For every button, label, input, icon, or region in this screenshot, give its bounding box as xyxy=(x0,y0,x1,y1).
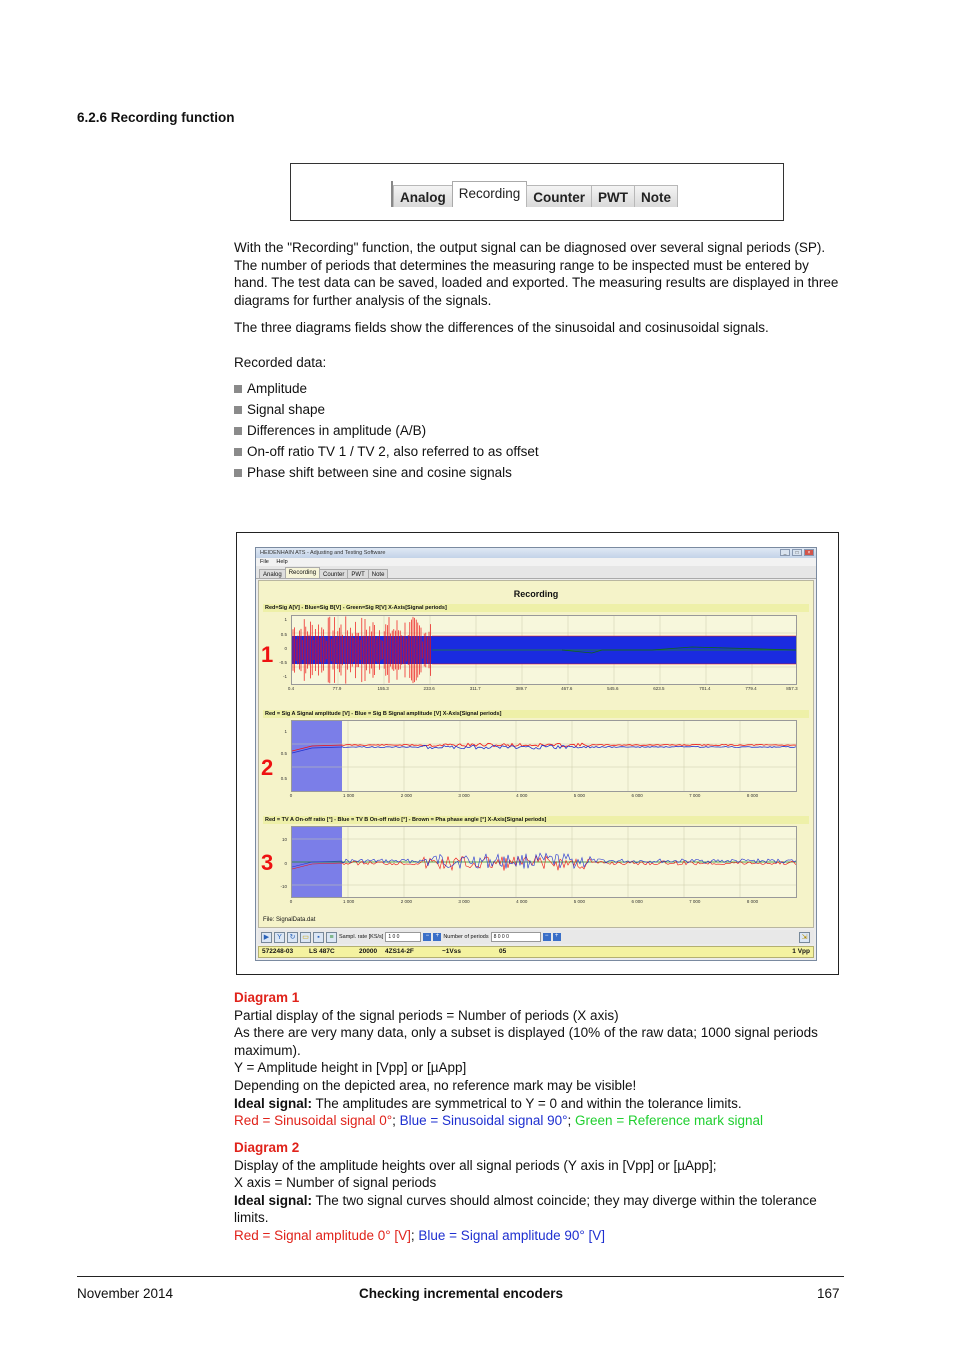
x-tick: 5 000 xyxy=(573,899,586,904)
intro-paragraph: With the "Recording" function, the output signal can be diagnosed over several signal periods (SP). The number of periods that determines the measuring range to be inspected must be entered by hand. The test data can be saved, loaded and exported. The measuring results are displayed in three diagrams for further analysis of the signals. xyxy=(234,240,839,308)
diagram1-line2: As there are very many data, only a subset is displayed (10% of the raw data; 1000 signal periods maximum). xyxy=(234,1025,818,1058)
x-tick: 0.4 xyxy=(287,686,295,691)
diagram1-ideal: Ideal signal: The amplitudes are symmetrical to Y = 0 and within the tolerance limits. xyxy=(234,1095,742,1111)
status-amplitude: 1 Vpp xyxy=(792,948,810,955)
section-title: 6.2.6 Recording function xyxy=(77,110,235,125)
list-item: Signal shape xyxy=(234,401,539,422)
recording-toolbar xyxy=(258,930,814,944)
diagram2-heading: Diagram 2 xyxy=(234,1140,300,1155)
panel-title: Recording xyxy=(513,589,559,599)
footer-date: November 2014 xyxy=(77,1286,174,1301)
x-tick: 545.6 xyxy=(607,686,619,691)
status-bar xyxy=(258,946,814,958)
list-item: Phase shift between sine and cosine signals xyxy=(234,464,539,485)
x-tick: 155.3 xyxy=(377,686,389,691)
diagram-number-2: 2 xyxy=(261,755,274,780)
x-tick: 5 000 xyxy=(573,793,586,798)
refresh-icon[interactable]: ↻ xyxy=(287,932,298,943)
play-icon[interactable]: ▶ xyxy=(261,932,272,943)
diagram2-x-ticks xyxy=(291,793,797,799)
y-tick: 0.5 xyxy=(280,632,287,637)
x-tick: 0 xyxy=(289,899,293,904)
x-tick: 857.3 xyxy=(786,686,798,691)
sample-rate-input[interactable]: 1 0 0 xyxy=(385,932,421,942)
tabs-figure xyxy=(290,163,784,221)
close-icon[interactable]: × xyxy=(804,549,814,556)
tab-recording[interactable]: Recording xyxy=(452,181,528,207)
diagram2-ideal: Ideal signal: The two signal curves should almost coincide; they may diverge within the tolerance limits. xyxy=(234,1192,817,1226)
diagram1-caption xyxy=(234,989,844,1130)
save-icon[interactable]: ▪ xyxy=(313,932,324,943)
y-tick: 1 xyxy=(284,617,287,622)
tab-analog[interactable]: Analog xyxy=(393,185,453,207)
minimize-icon[interactable]: _ xyxy=(780,549,790,556)
status-id-number: 572248-03 xyxy=(262,948,294,955)
tab-counter[interactable]: Counter xyxy=(319,569,348,578)
tab-counter[interactable]: Counter xyxy=(526,185,592,207)
list-item: Amplitude xyxy=(234,380,539,401)
diagram1-line3: Y = Amplitude height in [Vpp] or [µApp] xyxy=(234,1060,467,1076)
diagram1-legend: Red = Sinusoidal signal 0°; Blue = Sinusoidal signal 90°; Green = Reference mark signal xyxy=(234,1113,764,1129)
diagram1-line1: Partial display of the signal periods = Number of periods (X axis) xyxy=(234,1007,619,1023)
filter-icon[interactable]: Y xyxy=(274,932,285,943)
open-folder-icon[interactable]: ▭ xyxy=(300,932,311,943)
y-tick: -10 xyxy=(280,884,287,889)
y-tick: -0.5 xyxy=(279,660,287,665)
status-signal-periods: 20000 xyxy=(359,948,378,955)
x-tick: 779.4 xyxy=(745,686,757,691)
recorded-data-list xyxy=(234,380,539,485)
x-tick: 701.4 xyxy=(699,686,711,691)
footer-title: Checking incremental encoders xyxy=(359,1286,564,1301)
diagram1-plot xyxy=(291,615,797,685)
diagram3-plot xyxy=(291,826,797,898)
x-tick: 77.9 xyxy=(332,686,342,691)
x-tick: 7 000 xyxy=(689,899,701,904)
x-tick: 3 000 xyxy=(458,899,470,904)
x-tick: 3 000 xyxy=(458,793,470,798)
status-code: 05 xyxy=(499,948,507,955)
diagram2-caption xyxy=(234,1139,844,1245)
x-tick: 233.6 xyxy=(423,686,435,691)
plus-icon[interactable]: + xyxy=(433,933,441,941)
menu-bar xyxy=(256,558,816,566)
diagram2-line1: Display of the amplitude heights over all signal periods (Y axis in [Vpp] or [µApp]; xyxy=(234,1157,717,1173)
bullet-square-icon xyxy=(234,406,242,414)
x-tick: 6 000 xyxy=(631,899,643,904)
export-icon[interactable]: ≡ xyxy=(326,932,337,943)
window-title: HEIDENHAIN ATS - Adjusting and Testing Software xyxy=(260,550,386,556)
y-tick: 0.5 xyxy=(280,776,287,781)
x-tick: 7 000 xyxy=(689,793,701,798)
x-tick: 2 000 xyxy=(400,899,412,904)
diagram-number-3: 3 xyxy=(261,850,274,875)
tab-recording[interactable]: Recording xyxy=(285,567,320,578)
recording-screenshot xyxy=(236,532,839,975)
menu-file[interactable]: File xyxy=(260,559,269,565)
legend-red: Red = Signal amplitude 0° [V] xyxy=(234,1227,411,1243)
bullet-square-icon xyxy=(234,469,242,477)
x-tick: 389.7 xyxy=(515,686,527,691)
minus-icon[interactable]: − xyxy=(543,933,551,941)
diagram3-onoff-phase xyxy=(292,827,796,897)
tab-note[interactable]: Note xyxy=(368,569,389,578)
y-tick: 0.5 xyxy=(280,751,287,756)
bullet-square-icon xyxy=(234,427,242,435)
y-tick: 0 xyxy=(284,646,287,651)
x-tick: 467.6 xyxy=(561,686,573,691)
legend-blue: Blue = Signal amplitude 90° [V] xyxy=(418,1227,606,1243)
diagram2-plot xyxy=(291,720,797,792)
status-serial: 4ZS14-2F xyxy=(385,948,414,955)
diagram1-label: Red=Sig A[V] - Blue=Sig B[V] - Green=Sig R[V] X-Axis[Signal periods] xyxy=(263,604,809,612)
window-titlebar xyxy=(256,548,816,558)
x-tick: 8 000 xyxy=(746,793,759,798)
tab-note[interactable]: Note xyxy=(634,185,678,207)
diagram-number-1: 1 xyxy=(261,642,274,667)
legend-blue: Blue = Sinusoidal signal 90° xyxy=(399,1113,568,1129)
tab-pwt[interactable]: PWT xyxy=(591,185,635,207)
exit-icon[interactable]: ⇲ xyxy=(799,932,810,943)
diagram1-signals xyxy=(292,616,796,684)
diagrams-paragraph: The three diagrams fields show the differences of the sinusoidal and cosinusoidal signals. xyxy=(234,320,769,335)
x-tick: 1 000 xyxy=(343,793,355,798)
x-tick: 0 xyxy=(289,793,293,798)
x-tick: 8 000 xyxy=(746,899,759,904)
legend-red: Red = Sinusoidal signal 0° xyxy=(234,1113,393,1129)
maximize-icon[interactable]: □ xyxy=(792,549,802,556)
diagram3-label: Red = TV A On-off ratio [°] - Blue = TV B On-off ratio [°] - Brown = Pha phase angle [°] X-Axis[Signal periods] xyxy=(263,816,809,824)
footer-rule xyxy=(77,1276,844,1277)
status-signal-type: ~1Vss xyxy=(442,948,461,955)
diagram3-x-ticks xyxy=(291,899,797,905)
minus-icon[interactable]: − xyxy=(423,933,431,941)
x-tick: 6 000 xyxy=(631,793,643,798)
diagram2-label: Red = Sig A Signal amplitude [V] - Blue = Sig B Signal amplitude [V] X-Axis[Signal periods] xyxy=(263,710,809,718)
x-tick: 4 000 xyxy=(516,899,528,904)
list-item: On-off ratio TV 1 / TV 2, also referred to as offset xyxy=(234,443,539,464)
y-tick: 0 xyxy=(284,861,287,866)
y-tick: 1 xyxy=(284,729,287,734)
x-tick: 2 000 xyxy=(400,793,412,798)
legend-green: Green = Reference mark signal xyxy=(575,1113,764,1129)
number-periods-label: Number of periods xyxy=(443,934,489,940)
diagram1-x-ticks xyxy=(287,686,798,692)
plus-icon[interactable]: + xyxy=(553,933,561,941)
status-encoder: LS 487C xyxy=(309,948,335,955)
x-tick: 4 000 xyxy=(516,793,528,798)
tab-strip xyxy=(391,181,677,207)
diagram1-heading: Diagram 1 xyxy=(234,990,300,1005)
list-item: Differences in amplitude (A/B) xyxy=(234,422,539,443)
y-tick: 10 xyxy=(281,837,287,842)
diagram1-line4: Depending on the depicted area, no reference mark may be visible! xyxy=(234,1077,637,1093)
menu-help[interactable]: Help xyxy=(276,559,288,565)
tab-pwt[interactable]: PWT xyxy=(347,569,368,578)
x-tick: 623.5 xyxy=(653,686,665,691)
x-tick: 1 000 xyxy=(343,899,355,904)
diagram2-amplitude xyxy=(292,721,796,791)
window-tabs xyxy=(256,566,816,579)
bullet-square-icon xyxy=(234,448,242,456)
sample-rate-label: Sampl. rate [KS/s] xyxy=(339,934,384,940)
bullet-square-icon xyxy=(234,385,242,393)
diagram2-legend: Red = Signal amplitude 0° [V]; Blue = Signal amplitude 90° [V] xyxy=(234,1227,606,1243)
file-label: File: SignalData.dat xyxy=(263,917,316,923)
x-tick: 311.7 xyxy=(469,686,481,691)
number-periods-input[interactable]: 8 0 0 0 xyxy=(491,932,541,942)
footer-page-number: 167 xyxy=(817,1286,840,1301)
recorded-data-label: Recorded data: xyxy=(234,355,327,370)
diagram2-line2: X axis = Number of signal periods xyxy=(234,1175,437,1191)
y-tick: -1 xyxy=(282,674,287,679)
recording-panel xyxy=(258,580,814,928)
app-window xyxy=(255,547,817,961)
tab-analog[interactable]: Analog xyxy=(259,569,286,578)
